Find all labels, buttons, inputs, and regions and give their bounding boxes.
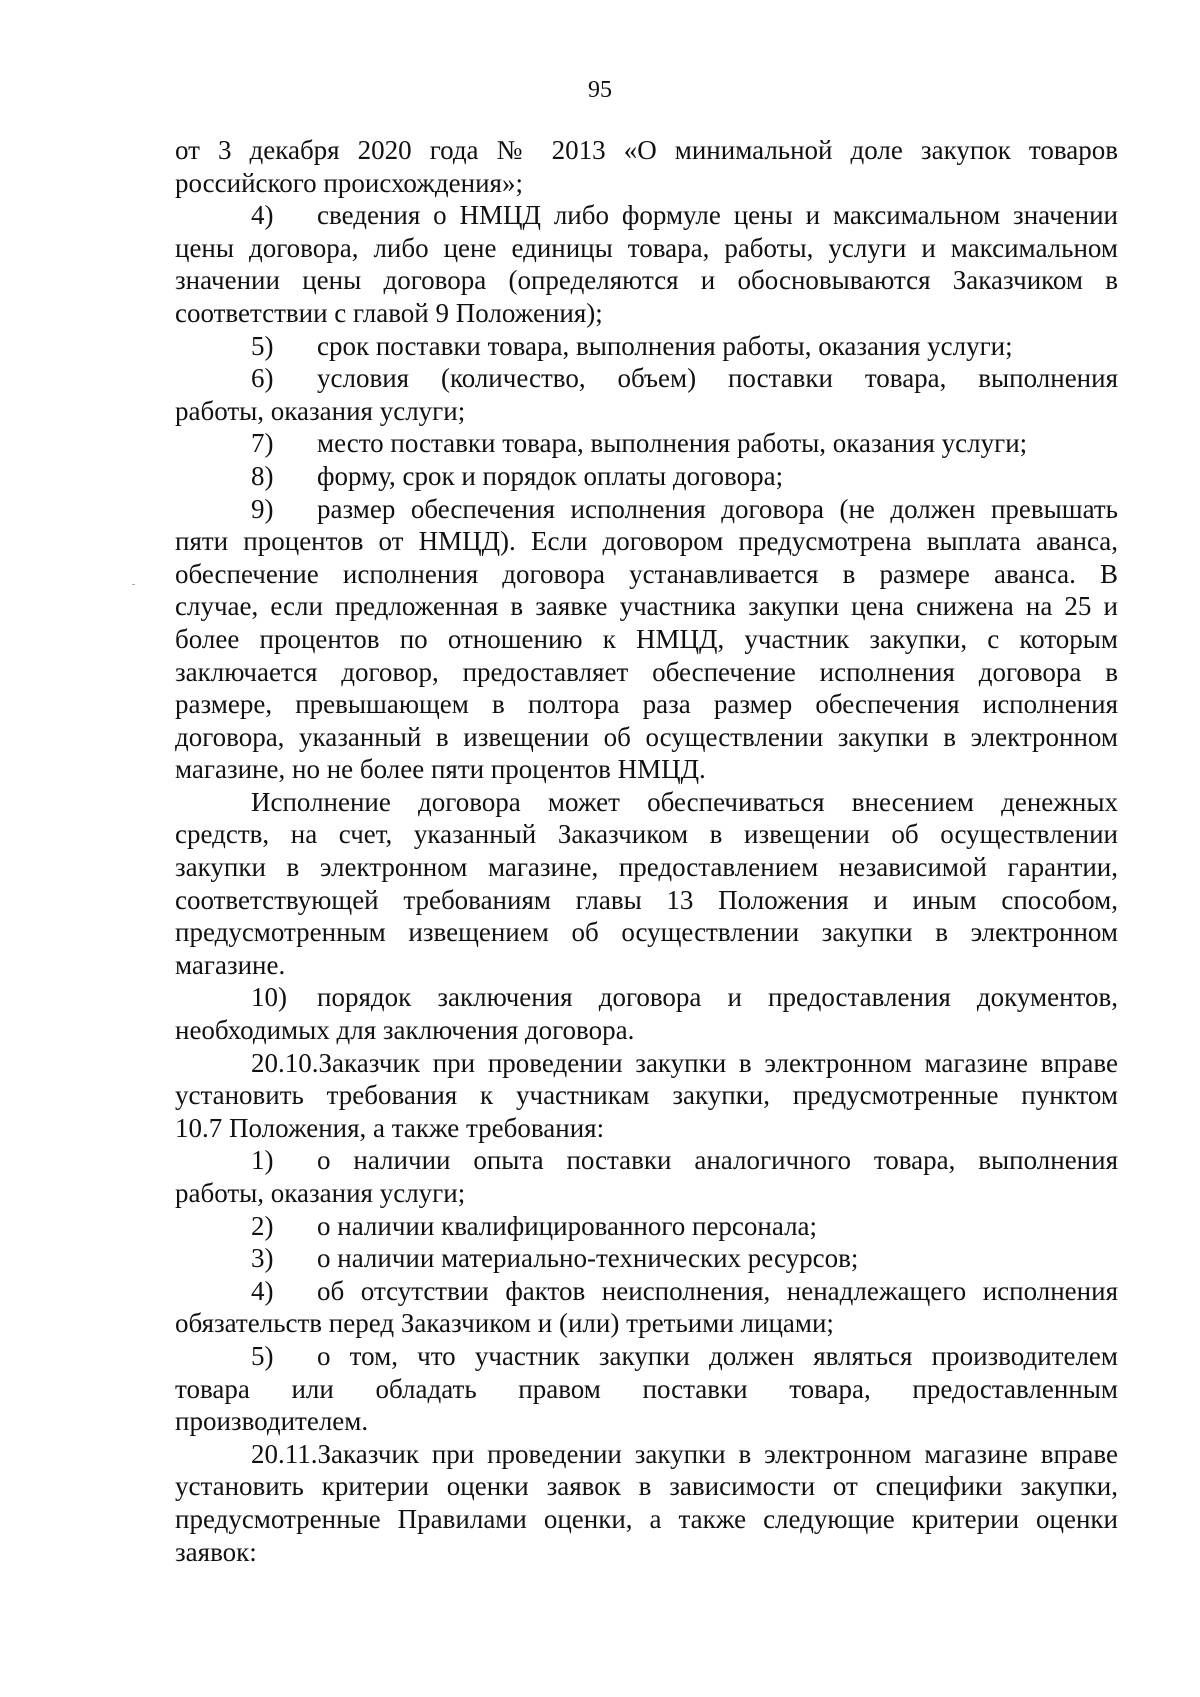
list-item (175, 1144, 1118, 1209)
paragraph (175, 1047, 1118, 1145)
paragraph (175, 786, 1118, 982)
list-item-number: 10) (251, 982, 287, 1013)
list-item (175, 1242, 1118, 1275)
list-item-first-line (175, 427, 1118, 460)
list-item-continuation-line: размере, превышающем в полтора раза размер обеспечения исполнения (175, 689, 1118, 720)
list-item-text: срок поставки товара, выполнения работы, оказания услуги; (317, 330, 1013, 361)
list-item-continuation-line: обязательств перед Заказчиком и (или) третьими лицами; (175, 1308, 834, 1339)
list-item-number: 1) (251, 1145, 274, 1176)
list-item-continuation-line: обеспечение исполнения договора устанавливается в размере аванса. В (175, 558, 1118, 589)
list-item-continuation-line: необходимых для заключения договора. (175, 1015, 635, 1046)
list-item-continuation-line: соответствии с главой 9 Положения); (175, 297, 603, 328)
list-item-continuation-line: договора, указанный в извещении об осуществлении закупки в электронном (175, 721, 1118, 752)
list-item-text: форму, срок и порядок оплаты договора; (317, 460, 784, 491)
list-item (175, 981, 1118, 1046)
list-item-text: о наличии квалифицированного персонала; (317, 1210, 818, 1241)
paragraph-line: российского происхождения»; (175, 167, 523, 198)
list-item-number: 9) (251, 493, 274, 524)
list-item (175, 199, 1118, 329)
list-item-first-line (175, 981, 1118, 1014)
list-item-continuation-line: производителем. (175, 1406, 369, 1437)
paragraph-line: от 3 декабря 2020 года № 2013 «О минимальной доле закупок товаров (175, 135, 1118, 165)
list-item-first-line (175, 362, 1118, 395)
list-item-text: условия (количество, объем) поставки товара, выполнения (317, 363, 1118, 394)
list-item-continuation-line: работы, оказания услуги; (175, 1178, 466, 1208)
list-item-continuation-line: цены договора, либо цене единицы товара, работы, услуги и максимальном (175, 232, 1118, 263)
list-item-text: порядок заключения договора и предоставления документов, (317, 982, 1118, 1013)
paragraph-line: 20.10.Заказчик при проведении закупки в электронном магазине вправе (251, 1047, 1118, 1078)
paragraph-line: установить критерии оценки заявок в зависимости от специфики закупки, (175, 1471, 1118, 1502)
paragraph-line: предусмотренные Правилами оценки, а также следующие критерии оценки (175, 1503, 1118, 1534)
list-item-continuation-line: товара или обладать правом поставки товара, предоставленным (175, 1373, 1118, 1404)
list-item-number: 8) (251, 460, 274, 491)
paragraph-line: предусмотренным извещением об осуществлении закупки в электронном (175, 917, 1118, 948)
list-item (175, 330, 1118, 363)
paragraph-line: установить требования к участникам закупки, предусмотренные пунктом (175, 1080, 1118, 1111)
list-item-text: место поставки товара, выполнения работы, оказания услуги; (317, 428, 1028, 459)
list-item (175, 427, 1118, 460)
list-item-first-line (175, 1242, 1118, 1275)
list-item (175, 1340, 1118, 1438)
list-item-first-line (175, 330, 1118, 363)
paragraph-line: 10.7 Положения, а также требования: (175, 1112, 605, 1143)
list-item (175, 362, 1118, 427)
list-item-number: 4) (251, 1275, 274, 1306)
list-item-number: 7) (251, 428, 274, 459)
page-number: 95 (588, 77, 612, 103)
paragraph-line: соответствующей требованиям главы 13 Положения и иным способом, (175, 884, 1118, 915)
list-item (175, 1210, 1118, 1243)
list-item-text: сведения о НМЦД либо формуле цены и максимальном значении (317, 200, 1118, 231)
list-item-continuation-line: пяти процентов от НМЦД). Если договором предусмотрена выплата аванса, (175, 526, 1118, 557)
paragraph-line: 20.11.Заказчик при проведении закупки в электронном магазине вправе (251, 1438, 1118, 1469)
list-item (175, 460, 1118, 493)
list-item-text: о том, что участник закупки должен являться производителем (317, 1340, 1118, 1371)
list-item-text: о наличии опыта поставки аналогичного товара, выполнения (317, 1145, 1118, 1176)
list-item-continuation-line: работы, оказания услуги; (175, 395, 466, 426)
paragraph-line: Исполнение договора может обеспечиваться внесением денежных (251, 786, 1118, 817)
list-item-first-line (175, 1275, 1118, 1308)
list-item-continuation-line: более процентов по отношению к НМЦД, участник закупки, с которым (175, 623, 1118, 654)
list-item-first-line (175, 1210, 1118, 1243)
list-item (175, 1275, 1118, 1340)
list-item-continuation-line: значении цены договора (определяются и обосновываются Заказчиком в (175, 265, 1118, 296)
paragraph-line: средств, на счет, указанный Заказчиком в извещении об осуществлении (175, 819, 1118, 850)
document-body (175, 134, 1118, 1568)
list-item-continuation-line: заключается договор, предоставляет обеспечение исполнения договора в (175, 656, 1118, 687)
list-item-number: 2) (251, 1210, 274, 1241)
list-item-first-line (175, 493, 1118, 526)
list-item-number: 4) (251, 200, 274, 231)
scan-artifact (132, 584, 135, 585)
list-item-first-line (175, 1340, 1118, 1373)
list-item-number: 6) (251, 363, 274, 394)
list-item-number: 5) (251, 1340, 274, 1371)
list-item-text: о наличии материально-технических ресурсов; (317, 1243, 859, 1274)
paragraph (175, 134, 1118, 199)
paragraph (175, 1438, 1118, 1568)
paragraph-line: магазине. (175, 949, 286, 980)
list-item-number: 5) (251, 330, 274, 361)
list-item-first-line (175, 199, 1118, 232)
list-item-text: об отсутствии фактов неисполнения, ненадлежащего исполнения (317, 1275, 1118, 1306)
list-item (175, 493, 1118, 786)
list-item-text: размер обеспечения исполнения договора (не должен превышать (317, 493, 1118, 524)
paragraph-line: закупки в электронном магазине, предоставлением независимой гарантии, (175, 852, 1118, 883)
list-item-first-line (175, 460, 1118, 493)
list-item-continuation-line: магазине, но не более пяти процентов НМЦД. (175, 754, 706, 785)
list-item-number: 3) (251, 1243, 274, 1274)
list-item-first-line (175, 1144, 1118, 1177)
paragraph-line: заявок: (175, 1536, 257, 1567)
list-item-continuation-line: случае, если предложенная в заявке участника закупки цена снижена на 25 и (175, 591, 1118, 622)
